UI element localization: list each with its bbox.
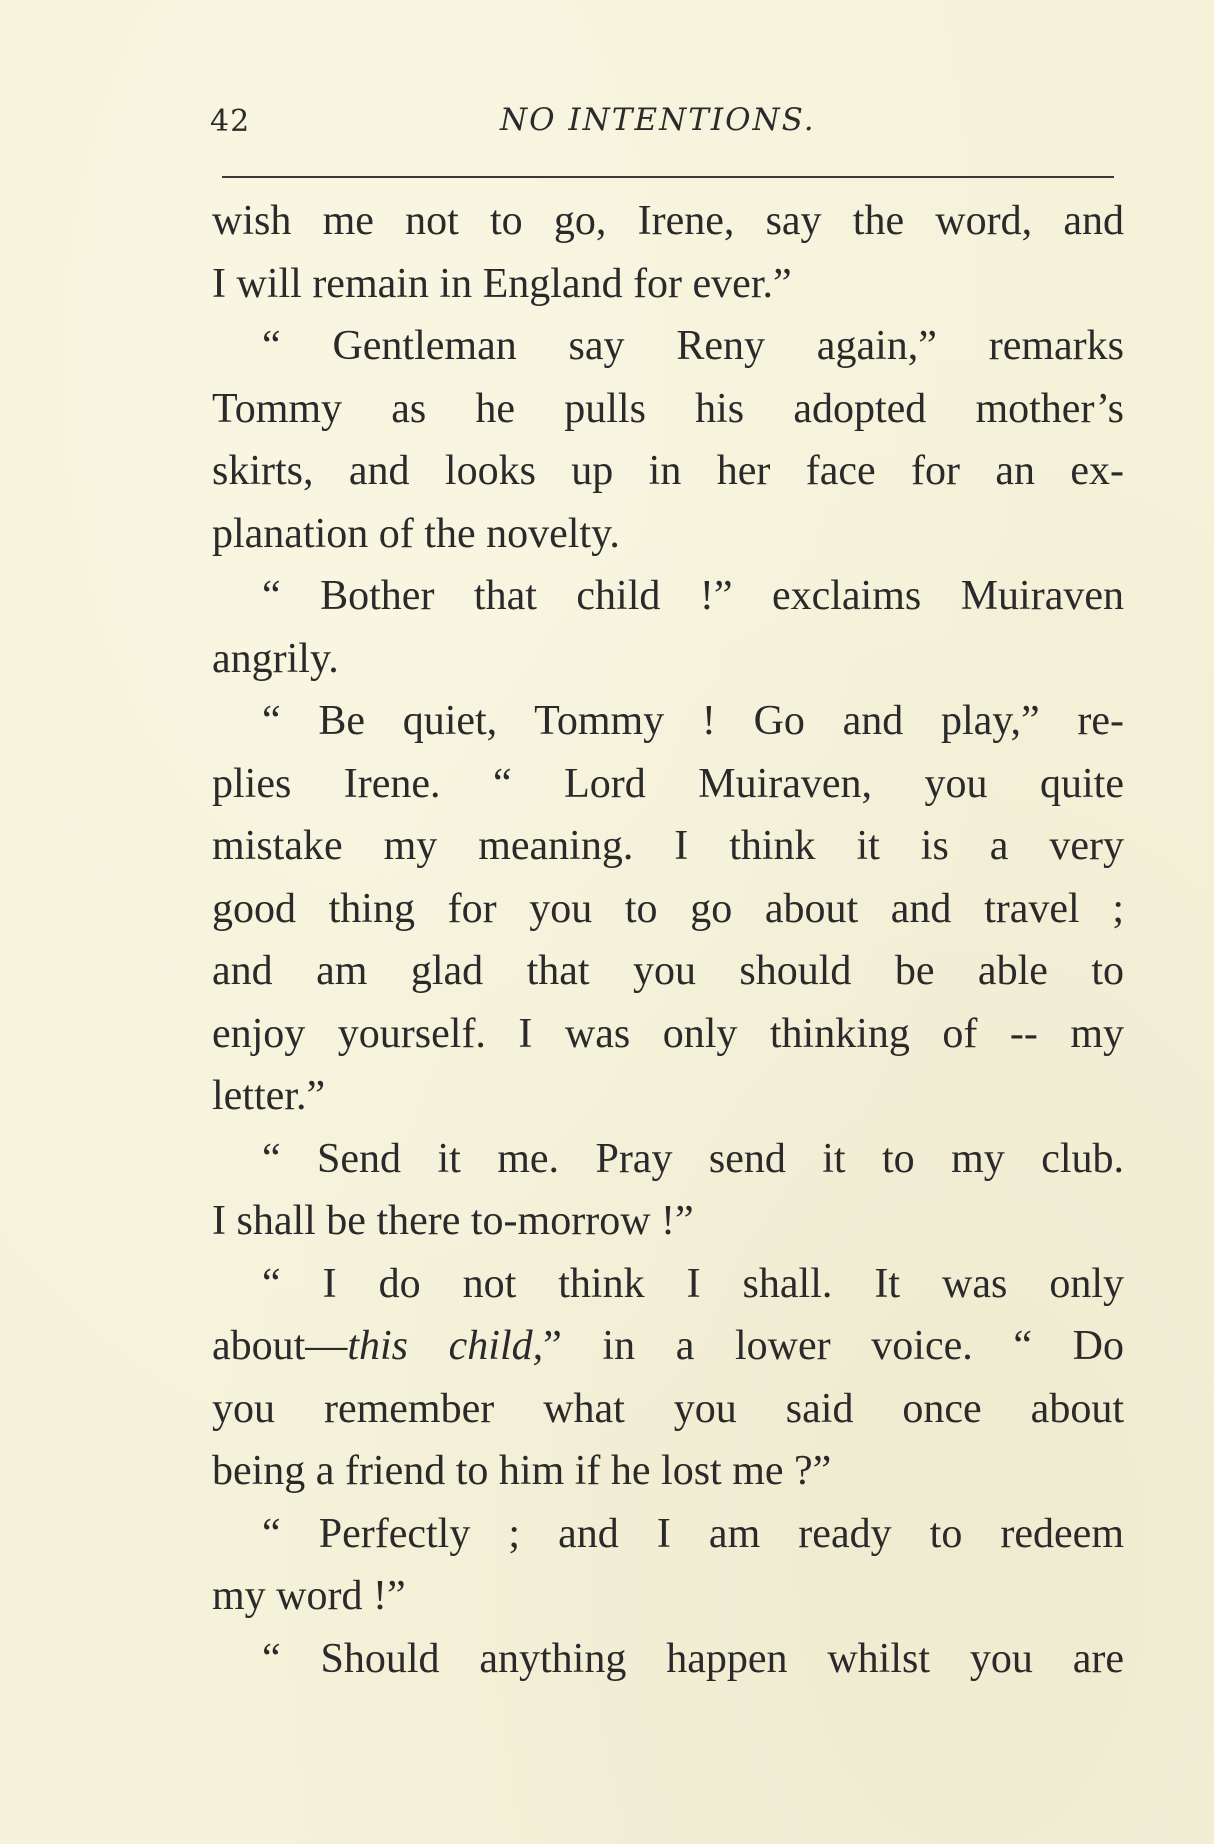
text-segment: ” in a lower voice. “ Do: [543, 1323, 1124, 1369]
text-line: “ Be quiet, Tommy ! Go and play,” re-: [262, 698, 1124, 744]
page-header: [210, 100, 1110, 146]
text-line: “ I do not think I shall. It was only: [262, 1260, 1124, 1307]
italic-phrase: this child,: [347, 1323, 544, 1369]
text-line: my word !”: [212, 1573, 406, 1619]
text-line: enjoy yourself. I was only thinking of -- my: [212, 1010, 1124, 1057]
text-line: good thing for you to go about and travel ;: [212, 885, 1124, 932]
text-line: planation of the novelty.: [212, 510, 620, 557]
text-line: being a friend to him if he lost me ?”: [212, 1448, 832, 1494]
text-segment: about—: [212, 1323, 348, 1369]
running-title: NO INTENTIONS.: [500, 102, 816, 138]
page-number: 42: [210, 104, 251, 139]
text-line: angrily.: [212, 635, 339, 682]
body-text: [212, 190, 1124, 1690]
text-line: wish me not to go, Irene, say the word, and: [212, 198, 1124, 244]
header-rule: [222, 176, 1114, 178]
text-line: I will remain in England for ever.”: [212, 260, 792, 307]
text-line: plies Irene. “ Lord Muiraven, you quite: [212, 760, 1124, 807]
text-line: “ Send it me. Pray send it to my club.: [262, 1135, 1124, 1182]
text-line: mistake my meaning. I think it is a very: [212, 823, 1124, 869]
text-line: “ Perfectly ; and I am ready to redeem: [262, 1510, 1124, 1557]
text-line: and am glad that you should be able to: [212, 948, 1124, 994]
text-line: you remember what you said once about: [212, 1385, 1124, 1432]
text-line: I shall be there to-morrow !”: [212, 1198, 694, 1244]
text-line: “ Gentleman say Reny again,” remarks: [262, 323, 1124, 369]
text-line-mixed: [212, 1315, 1124, 1378]
text-line: “ Should anything happen whilst you are: [262, 1635, 1124, 1682]
text-line: skirts, and looks up in her face for an ex-: [212, 448, 1124, 494]
text-line: Tommy as he pulls his adopted mother’s: [212, 385, 1124, 432]
text-line: letter.”: [212, 1073, 326, 1119]
text-line: “ Bother that child !” exclaims Muiraven: [262, 573, 1124, 619]
